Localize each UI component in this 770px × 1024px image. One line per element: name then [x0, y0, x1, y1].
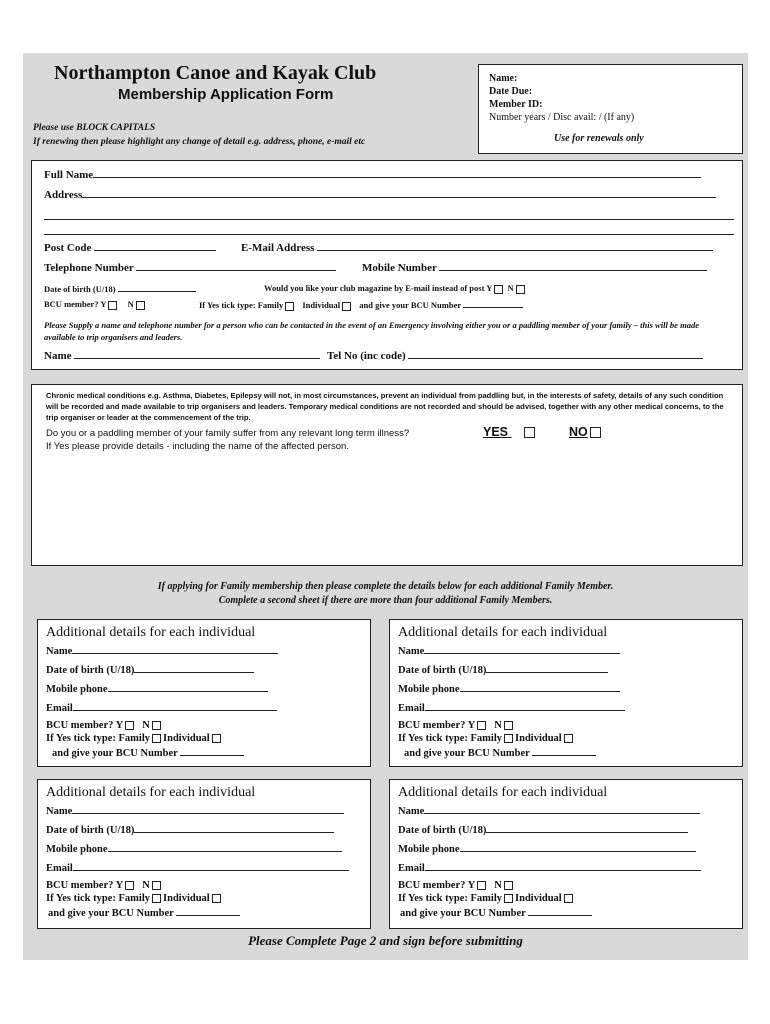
dob-field[interactable]: [44, 283, 196, 294]
individual-1-number[interactable]: [52, 746, 244, 759]
address-line-2[interactable]: [44, 219, 734, 220]
individual-4-individual-label: Individual: [515, 893, 562, 904]
individual-1-name-label: Name: [46, 646, 73, 657]
individual-1-title: Additional details for each individual: [46, 625, 256, 640]
individual-4-name[interactable]: [398, 804, 700, 817]
magazine-no-checkbox[interactable]: [516, 285, 525, 294]
individual-3-individual-checkbox[interactable]: [212, 894, 221, 903]
family-note-line1: If applying for Family membership then please complete the details below for each additional Family Member.: [157, 581, 614, 592]
bcu-yes-checkbox[interactable]: [108, 301, 117, 310]
individual-4-mobile[interactable]: [398, 842, 696, 855]
email-label: E-Mail Address: [241, 242, 315, 254]
bcu-number-input[interactable]: [463, 299, 523, 308]
office-use-box: [478, 64, 743, 154]
individual-2-individual-checkbox[interactable]: [564, 734, 573, 743]
individual-2-number-label: and give your BCU Number: [404, 748, 530, 759]
individual-3-type: [46, 893, 223, 904]
individual-2-mobile-label: Mobile phone: [398, 684, 460, 695]
bcu-family-label: If Yes tick type: Family: [199, 300, 284, 310]
individual-3-dob[interactable]: [46, 823, 334, 836]
individual-3-individual-label: Individual: [163, 893, 210, 904]
individual-4-number[interactable]: [400, 906, 592, 919]
individual-4-title: Additional details for each individual: [398, 785, 608, 800]
medical-no: [569, 425, 603, 439]
individual-1-family-label: If Yes tick type: Family: [46, 733, 151, 744]
magazine-no-label: N: [507, 283, 514, 293]
individual-3-family-label: If Yes tick type: Family: [46, 893, 151, 904]
individual-3-dob-label: Date of birth (U/18): [46, 825, 135, 836]
form-subtitle: Membership Application Form: [118, 86, 334, 103]
full-name-label: Full Name: [44, 169, 94, 181]
individual-1-bcu-yes-checkbox[interactable]: [125, 721, 134, 730]
individual-2-email[interactable]: [398, 701, 625, 714]
instruction-renewing: If renewing then please highlight any change of detail e.g. address, phone, e-mail etc: [33, 137, 366, 147]
individual-1-individual-checkbox[interactable]: [212, 734, 221, 743]
individual-4-email[interactable]: [398, 861, 701, 874]
individual-1-dob[interactable]: [46, 663, 254, 676]
individual-3-name-label: Name: [46, 806, 73, 817]
individual-4-mobile-label: Mobile phone: [398, 844, 460, 855]
bcu-member-question: [44, 299, 147, 310]
office-name: Name:: [489, 73, 518, 84]
individual-4-family-label: If Yes tick type: Family: [398, 893, 503, 904]
individual-box-1: [37, 619, 371, 767]
individual-4-email-label: Email: [398, 863, 425, 874]
individual-2-individual-label: Individual: [515, 733, 562, 744]
individual-1-bcu-no-label: N: [142, 720, 150, 731]
bcu-family-checkbox[interactable]: [285, 302, 294, 311]
bcu-no-label: N: [127, 299, 134, 309]
magazine-label: Would you like your club magazine by E-mail instead of post Y: [264, 283, 493, 293]
full-name-field[interactable]: [44, 168, 734, 181]
individual-1-email-label: Email: [46, 703, 73, 714]
individual-1-email[interactable]: [46, 701, 277, 714]
individual-2-type: [398, 733, 575, 744]
bcu-yes-label: BCU member? Y: [44, 299, 107, 309]
individual-2-bcu-no-checkbox[interactable]: [504, 721, 513, 730]
individual-3-number[interactable]: [48, 906, 240, 919]
medical-box: [31, 384, 743, 566]
individual-3-email[interactable]: [46, 861, 349, 874]
address-line-3[interactable]: [44, 234, 734, 235]
individual-4-bcu-no-label: N: [494, 880, 502, 891]
telephone-field[interactable]: [44, 261, 336, 274]
individual-3-bcu-no-label: N: [142, 880, 150, 891]
individual-2-family-label: If Yes tick type: Family: [398, 733, 503, 744]
dob-label: Date of birth (U/18): [44, 284, 116, 294]
medical-details-label: If Yes please provide details - including the name of the affected person.: [46, 441, 349, 452]
magazine-question: [264, 283, 527, 294]
individual-3-bcu-no-checkbox[interactable]: [152, 881, 161, 890]
emergency-tel-label: Tel No (inc code): [327, 350, 406, 362]
individual-4-family-checkbox[interactable]: [504, 894, 513, 903]
form-page: [23, 53, 748, 960]
individual-4-name-label: Name: [398, 806, 425, 817]
individual-4-dob-label: Date of birth (U/18): [398, 825, 487, 836]
medical-yes-checkbox[interactable]: [524, 427, 535, 438]
individual-box-3: [37, 779, 371, 929]
magazine-yes-checkbox[interactable]: [494, 285, 503, 294]
individual-1-individual-label: Individual: [163, 733, 210, 744]
individual-2-title: Additional details for each individual: [398, 625, 608, 640]
emergency-contact-note: Please Supply a name and telephone number for a person who can be contacted in the event of an Emergency involving either you or a paddling member of your family – this will be made available to trip organisers and leaders.: [44, 320, 699, 342]
bcu-individual-checkbox[interactable]: [342, 302, 351, 311]
individual-2-name[interactable]: [398, 644, 620, 657]
club-title: Northampton Canoe and Kayak Club: [54, 62, 377, 84]
address-field[interactable]: [44, 188, 734, 201]
footer-note: Please Complete Page 2 and sign before submitting: [248, 933, 523, 948]
individual-1-bcu-no-checkbox[interactable]: [152, 721, 161, 730]
medical-details-area[interactable]: [46, 457, 732, 557]
individual-3-email-label: Email: [46, 863, 73, 874]
emergency-name-label: Name: [44, 350, 72, 362]
medical-question: Do you or a paddling member of your family suffer from any relevant long term illness?: [46, 428, 410, 439]
post-code-label: Post Code: [44, 242, 92, 254]
individual-2-dob[interactable]: [398, 663, 608, 676]
post-code-field[interactable]: [44, 241, 216, 254]
bcu-no-checkbox[interactable]: [136, 301, 145, 310]
individual-2-mobile[interactable]: [398, 682, 620, 695]
individual-3-mobile-label: Mobile phone: [46, 844, 108, 855]
individual-3-number-label: and give your BCU Number: [48, 908, 174, 919]
bcu-individual-label: Individual: [302, 300, 341, 310]
individual-1-type: [46, 733, 223, 744]
office-years: Number years / Disc avail: / (If any): [489, 112, 635, 123]
email-field[interactable]: [241, 241, 713, 254]
instruction-capitals: Please use BLOCK CAPITALS: [33, 123, 156, 133]
bcu-number-label: and give your BCU Number: [359, 300, 461, 310]
emergency-name-field[interactable]: [44, 349, 320, 362]
individual-1-bcu: [46, 720, 163, 731]
individual-4-number-label: and give your BCU Number: [400, 908, 526, 919]
individual-4-dob[interactable]: [398, 823, 688, 836]
telephone-label: Telephone Number: [44, 262, 134, 274]
individual-4-bcu-label: BCU member? Y: [398, 880, 476, 891]
office-date-due: Date Due:: [489, 86, 533, 97]
address-label: Address: [44, 189, 83, 201]
medical-no-checkbox[interactable]: [590, 427, 601, 438]
individual-2-dob-label: Date of birth (U/18): [398, 665, 487, 676]
individual-2-number[interactable]: [404, 746, 596, 759]
individual-2-bcu-no-label: N: [494, 720, 502, 731]
office-member-id: Member ID:: [489, 99, 543, 110]
emergency-tel-field[interactable]: [327, 349, 703, 362]
individual-3-title: Additional details for each individual: [46, 785, 256, 800]
individual-4-type: [398, 893, 575, 904]
medical-no-label: NO: [569, 425, 588, 439]
individual-2-bcu-yes-checkbox[interactable]: [477, 721, 486, 730]
mobile-field[interactable]: [362, 261, 707, 274]
individual-1-bcu-label: BCU member? Y: [46, 720, 124, 731]
individual-1-mobile[interactable]: [46, 682, 268, 695]
individual-1-dob-label: Date of birth (U/18): [46, 665, 135, 676]
individual-box-2: [389, 619, 743, 767]
individual-3-family-checkbox[interactable]: [152, 894, 161, 903]
individual-3-bcu-label: BCU member? Y: [46, 880, 124, 891]
individual-1-mobile-label: Mobile phone: [46, 684, 108, 695]
individual-box-4: [389, 779, 743, 929]
medical-note: Chronic medical conditions e.g. Asthma, Diabetes, Epilepsy will not, in most circumstances, prevent an individual from paddling but, in the interests of safety, details of any such condition will be recorded and made available to trip organisers and leaders. Temporary medical conditions are not recorded and should be advised, together with any other medical concerns, to the trip organiser or leader at the commencement of the trip.: [46, 391, 724, 422]
individual-3-bcu: [46, 880, 163, 891]
individual-3-bcu-yes-checkbox[interactable]: [125, 881, 134, 890]
individual-2-family-checkbox[interactable]: [504, 734, 513, 743]
individual-1-family-checkbox[interactable]: [152, 734, 161, 743]
office-note: Use for renewals only: [554, 133, 644, 144]
individual-2-name-label: Name: [398, 646, 425, 657]
personal-details-box: [31, 160, 743, 370]
medical-yes: [483, 425, 537, 439]
individual-3-name[interactable]: [46, 804, 344, 817]
individual-1-number-label: and give your BCU Number: [52, 748, 178, 759]
individual-4-bcu: [398, 880, 515, 891]
medical-yes-label: YES: [483, 425, 509, 439]
individual-4-bcu-no-checkbox[interactable]: [504, 881, 513, 890]
individual-2-bcu: [398, 720, 515, 731]
individual-4-individual-checkbox[interactable]: [564, 894, 573, 903]
individual-2-bcu-label: BCU member? Y: [398, 720, 476, 731]
individual-4-bcu-yes-checkbox[interactable]: [477, 881, 486, 890]
individual-3-mobile[interactable]: [46, 842, 342, 855]
individual-2-email-label: Email: [398, 703, 425, 714]
individual-1-name[interactable]: [46, 644, 278, 657]
bcu-type-question: [199, 299, 523, 311]
mobile-label: Mobile Number: [362, 262, 437, 274]
family-note-line2: Complete a second sheet if there are more than four additional Family Members.: [218, 595, 553, 606]
